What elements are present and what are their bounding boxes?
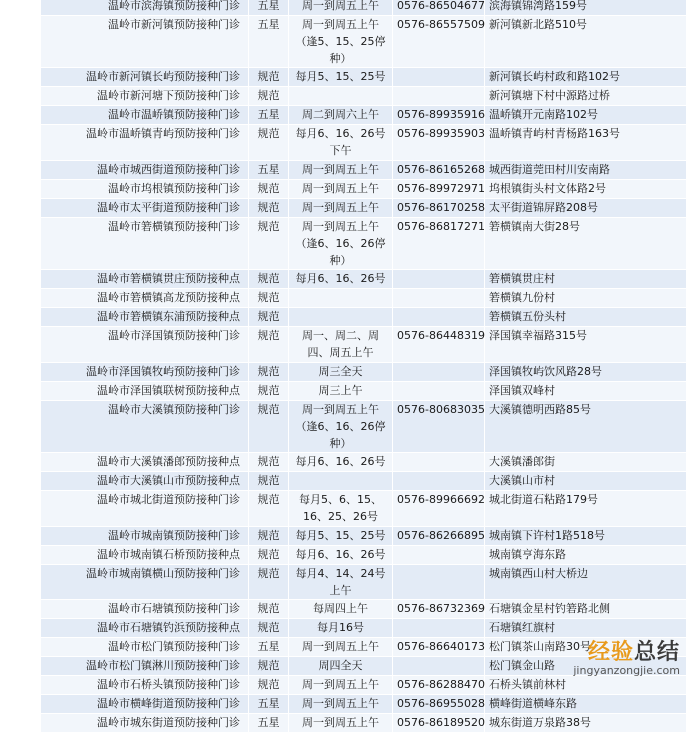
- clinic-name-cell: 温岭市城南镇石桥预防接种点: [41, 546, 249, 565]
- address-cell: 城北街道石粘路179号: [485, 491, 687, 527]
- address-cell: 大溪镇山市村: [485, 472, 687, 491]
- table-row: [41, 289, 687, 308]
- schedule-cell: [289, 87, 393, 106]
- phone-cell: 0576-89972971: [393, 180, 485, 199]
- table-row: [41, 472, 687, 491]
- clinic-name-cell: 温岭市箬横镇高龙预防接种点: [41, 289, 249, 308]
- phone-cell: [393, 308, 485, 327]
- address-cell: 泽国镇幸福路315号: [485, 327, 687, 363]
- table-row: [41, 218, 687, 270]
- table-row: [41, 199, 687, 218]
- clinic-name-cell: 温岭市新河塘下预防接种门诊: [41, 87, 249, 106]
- schedule-cell: 每月5、15、25号: [289, 68, 393, 87]
- phone-cell: 0576-80683035: [393, 401, 485, 453]
- address-cell: 箬横镇贯庄村: [485, 270, 687, 289]
- clinic-name-cell: 温岭市大溪镇预防接种门诊: [41, 401, 249, 453]
- level-cell: 规范: [249, 527, 289, 546]
- phone-cell: [393, 87, 485, 106]
- level-cell: 五星: [249, 638, 289, 657]
- phone-cell: [393, 657, 485, 676]
- table-row: [41, 695, 687, 714]
- table-row: [41, 87, 687, 106]
- phone-cell: [393, 619, 485, 638]
- address-cell: 箬横镇九份村: [485, 289, 687, 308]
- address-cell: 城南镇亨海东路: [485, 546, 687, 565]
- table-row: [41, 125, 687, 161]
- table-row: [41, 16, 687, 68]
- clinic-name-cell: 温岭市城南镇横山预防接种门诊: [41, 565, 249, 600]
- phone-cell: 0576-89966692: [393, 491, 485, 527]
- address-cell: 泽国镇牧屿饮风路28号: [485, 363, 687, 382]
- level-cell: 规范: [249, 453, 289, 472]
- vaccination-clinic-table: [40, 0, 687, 733]
- level-cell: 五星: [249, 695, 289, 714]
- schedule-cell: 周三全天: [289, 363, 393, 382]
- level-cell: 规范: [249, 546, 289, 565]
- phone-cell: [393, 472, 485, 491]
- level-cell: 规范: [249, 180, 289, 199]
- address-cell: 泽国镇双峰村: [485, 382, 687, 401]
- level-cell: 规范: [249, 218, 289, 270]
- clinic-name-cell: 温岭市泽国镇牧屿预防接种门诊: [41, 363, 249, 382]
- clinic-name-cell: 温岭市温峤镇青屿预防接种门诊: [41, 125, 249, 161]
- schedule-cell: 每月4、14、24号上午: [289, 565, 393, 600]
- level-cell: 规范: [249, 270, 289, 289]
- phone-cell: 0576-86165268: [393, 161, 485, 180]
- schedule-cell: 周一到周五上午: [289, 676, 393, 695]
- table-row: [41, 453, 687, 472]
- address-cell: 城西街道莞田村川安南路: [485, 161, 687, 180]
- phone-cell: 0576-86640173: [393, 638, 485, 657]
- phone-cell: 0576-86170258: [393, 199, 485, 218]
- schedule-cell: [289, 472, 393, 491]
- phone-cell: 0576-86732369: [393, 600, 485, 619]
- level-cell: 规范: [249, 565, 289, 600]
- phone-cell: 0576-86266895: [393, 527, 485, 546]
- schedule-cell: 每月5、6、15、16、25、26号: [289, 491, 393, 527]
- level-cell: 规范: [249, 308, 289, 327]
- watermark: [573, 635, 680, 677]
- table-row: [41, 401, 687, 453]
- level-cell: 规范: [249, 676, 289, 695]
- level-cell: 规范: [249, 87, 289, 106]
- level-cell: 规范: [249, 68, 289, 87]
- clinic-name-cell: 温岭市大溪镇山市预防接种点: [41, 472, 249, 491]
- clinic-name-cell: 温岭市石塘镇预防接种门诊: [41, 600, 249, 619]
- table-row: [41, 714, 687, 733]
- phone-cell: 0576-86817271: [393, 218, 485, 270]
- schedule-cell: 周一到周五上午（逢5、15、25停种）: [289, 16, 393, 68]
- phone-cell: 0576-86557509: [393, 16, 485, 68]
- address-cell: 新河镇塘下村中源路过桥: [485, 87, 687, 106]
- address-cell: 新河镇新北路510号: [485, 16, 687, 68]
- level-cell: 规范: [249, 657, 289, 676]
- watermark-brand-a: 经验: [587, 640, 634, 665]
- level-cell: 规范: [249, 491, 289, 527]
- table-row: [41, 491, 687, 527]
- level-cell: 规范: [249, 327, 289, 363]
- address-cell: 箬横镇五份头村: [485, 308, 687, 327]
- clinic-name-cell: 温岭市坞根镇预防接种门诊: [41, 180, 249, 199]
- address-cell: 坞根镇街头村文体路2号: [485, 180, 687, 199]
- address-cell: 大溪镇潘郎街: [485, 453, 687, 472]
- table-row: [41, 600, 687, 619]
- table-row: [41, 363, 687, 382]
- level-cell: 规范: [249, 472, 289, 491]
- address-cell: 温峤镇青屿村青杨路163号: [485, 125, 687, 161]
- table-row: [41, 527, 687, 546]
- address-cell: 城东街道万泉路38号: [485, 714, 687, 733]
- clinic-name-cell: 温岭市石桥头镇预防接种门诊: [41, 676, 249, 695]
- clinic-name-cell: 温岭市城西街道预防接种门诊: [41, 161, 249, 180]
- schedule-cell: 周一、周二、周四、周五上午: [289, 327, 393, 363]
- address-cell: 城南镇西山村大桥边: [485, 565, 687, 600]
- table-row: [41, 161, 687, 180]
- table-row: [41, 676, 687, 695]
- address-cell: 箬横镇南大街28号: [485, 218, 687, 270]
- level-cell: 五星: [249, 0, 289, 16]
- schedule-cell: 周一到周五上午: [289, 695, 393, 714]
- level-cell: 规范: [249, 289, 289, 308]
- level-cell: 规范: [249, 363, 289, 382]
- table-row: [41, 106, 687, 125]
- address-cell: 温峤镇开元南路102号: [485, 106, 687, 125]
- clinic-name-cell: 温岭市城南镇预防接种门诊: [41, 527, 249, 546]
- phone-cell: [393, 382, 485, 401]
- address-cell: 滨海镇锦湾路159号: [485, 0, 687, 16]
- clinic-name-cell: 温岭市箬横镇预防接种门诊: [41, 218, 249, 270]
- level-cell: 规范: [249, 382, 289, 401]
- level-cell: 规范: [249, 199, 289, 218]
- phone-cell: [393, 363, 485, 382]
- table-row: [41, 546, 687, 565]
- schedule-cell: 每月16号: [289, 619, 393, 638]
- schedule-cell: 周二到周六上午: [289, 106, 393, 125]
- clinic-name-cell: 温岭市松门镇淋川预防接种门诊: [41, 657, 249, 676]
- table-row: [41, 308, 687, 327]
- watermark-brand-b: 总结: [633, 640, 680, 665]
- clinic-name-cell: 温岭市泽国镇联树预防接种点: [41, 382, 249, 401]
- level-cell: 规范: [249, 401, 289, 453]
- table-row: [41, 270, 687, 289]
- phone-cell: 0576-89935916: [393, 106, 485, 125]
- clinic-name-cell: 温岭市泽国镇预防接种门诊: [41, 327, 249, 363]
- clinic-name-cell: 温岭市松门镇预防接种门诊: [41, 638, 249, 657]
- schedule-cell: 周四全天: [289, 657, 393, 676]
- schedule-cell: 每月5、15、25号: [289, 527, 393, 546]
- schedule-cell: 每月6、16、26号下午: [289, 125, 393, 161]
- clinic-name-cell: 温岭市箬横镇贯庄预防接种点: [41, 270, 249, 289]
- level-cell: 规范: [249, 600, 289, 619]
- address-cell: 松门镇金山路: [485, 657, 687, 676]
- table-body: [41, 0, 687, 733]
- level-cell: 五星: [249, 106, 289, 125]
- schedule-cell: 周一到周五上午: [289, 180, 393, 199]
- clinic-name-cell: 温岭市箬横镇东浦预防接种点: [41, 308, 249, 327]
- phone-cell: 0576-86189520: [393, 714, 485, 733]
- schedule-cell: [289, 308, 393, 327]
- address-cell: 横峰街道横峰东路: [485, 695, 687, 714]
- table-row: [41, 68, 687, 87]
- schedule-cell: 每周四上午: [289, 600, 393, 619]
- clinic-name-cell: 温岭市温峤镇预防接种门诊: [41, 106, 249, 125]
- phone-cell: 0576-86504677: [393, 0, 485, 16]
- level-cell: 五星: [249, 161, 289, 180]
- phone-cell: [393, 289, 485, 308]
- schedule-cell: 周一到周五上午: [289, 0, 393, 16]
- schedule-cell: 周一到周五上午（逢6、16、26停种）: [289, 401, 393, 453]
- phone-cell: [393, 565, 485, 600]
- address-cell: 城南镇下许村1路518号: [485, 527, 687, 546]
- level-cell: 五星: [249, 16, 289, 68]
- clinic-name-cell: 温岭市石塘镇钓浜预防接种点: [41, 619, 249, 638]
- watermark-url: jingyanzongjie.com: [573, 664, 680, 677]
- phone-cell: 0576-86288470: [393, 676, 485, 695]
- level-cell: 规范: [249, 619, 289, 638]
- schedule-cell: 周一到周五上午（逢6、16、26停种）: [289, 218, 393, 270]
- schedule-cell: 每月6、16、26号: [289, 546, 393, 565]
- address-cell: 石塘镇红旗村: [485, 619, 687, 638]
- schedule-cell: 周一到周五上午: [289, 161, 393, 180]
- schedule-cell: 每月6、16、26号: [289, 453, 393, 472]
- address-cell: 大溪镇德明西路85号: [485, 401, 687, 453]
- address-cell: 太平街道锦屏路208号: [485, 199, 687, 218]
- table-row: [41, 382, 687, 401]
- address-cell: 石桥头镇前林村: [485, 676, 687, 695]
- clinic-name-cell: 温岭市滨海镇预防接种门诊: [41, 0, 249, 16]
- phone-cell: [393, 68, 485, 87]
- clinic-name-cell: 温岭市新河镇预防接种门诊: [41, 16, 249, 68]
- phone-cell: [393, 546, 485, 565]
- clinic-name-cell: 温岭市城东街道预防接种门诊: [41, 714, 249, 733]
- address-cell: 松门镇茶山南路30号: [485, 638, 687, 657]
- clinic-name-cell: 温岭市横峰街道预防接种门诊: [41, 695, 249, 714]
- table-row: [41, 565, 687, 600]
- schedule-cell: 每月6、16、26号: [289, 270, 393, 289]
- table-row: [41, 180, 687, 199]
- schedule-cell: 周一到周五上午: [289, 638, 393, 657]
- schedule-cell: 周一到周五上午: [289, 714, 393, 733]
- clinic-name-cell: 温岭市城北街道预防接种门诊: [41, 491, 249, 527]
- clinic-name-cell: 温岭市太平街道预防接种门诊: [41, 199, 249, 218]
- phone-cell: [393, 453, 485, 472]
- schedule-cell: [289, 289, 393, 308]
- table-row: [41, 327, 687, 363]
- phone-cell: 0576-89935903: [393, 125, 485, 161]
- phone-cell: 0576-86955028: [393, 695, 485, 714]
- level-cell: 五星: [249, 714, 289, 733]
- clinic-name-cell: 温岭市新河镇长屿预防接种门诊: [41, 68, 249, 87]
- table-row: [41, 0, 687, 16]
- address-cell: 石塘镇金星村钓箬路北侧: [485, 600, 687, 619]
- clinic-name-cell: 温岭市大溪镇潘郎预防接种点: [41, 453, 249, 472]
- schedule-cell: 周三上午: [289, 382, 393, 401]
- phone-cell: 0576-86448319: [393, 327, 485, 363]
- schedule-cell: 周一到周五上午: [289, 199, 393, 218]
- phone-cell: [393, 270, 485, 289]
- level-cell: 规范: [249, 125, 289, 161]
- address-cell: 新河镇长屿村政和路102号: [485, 68, 687, 87]
